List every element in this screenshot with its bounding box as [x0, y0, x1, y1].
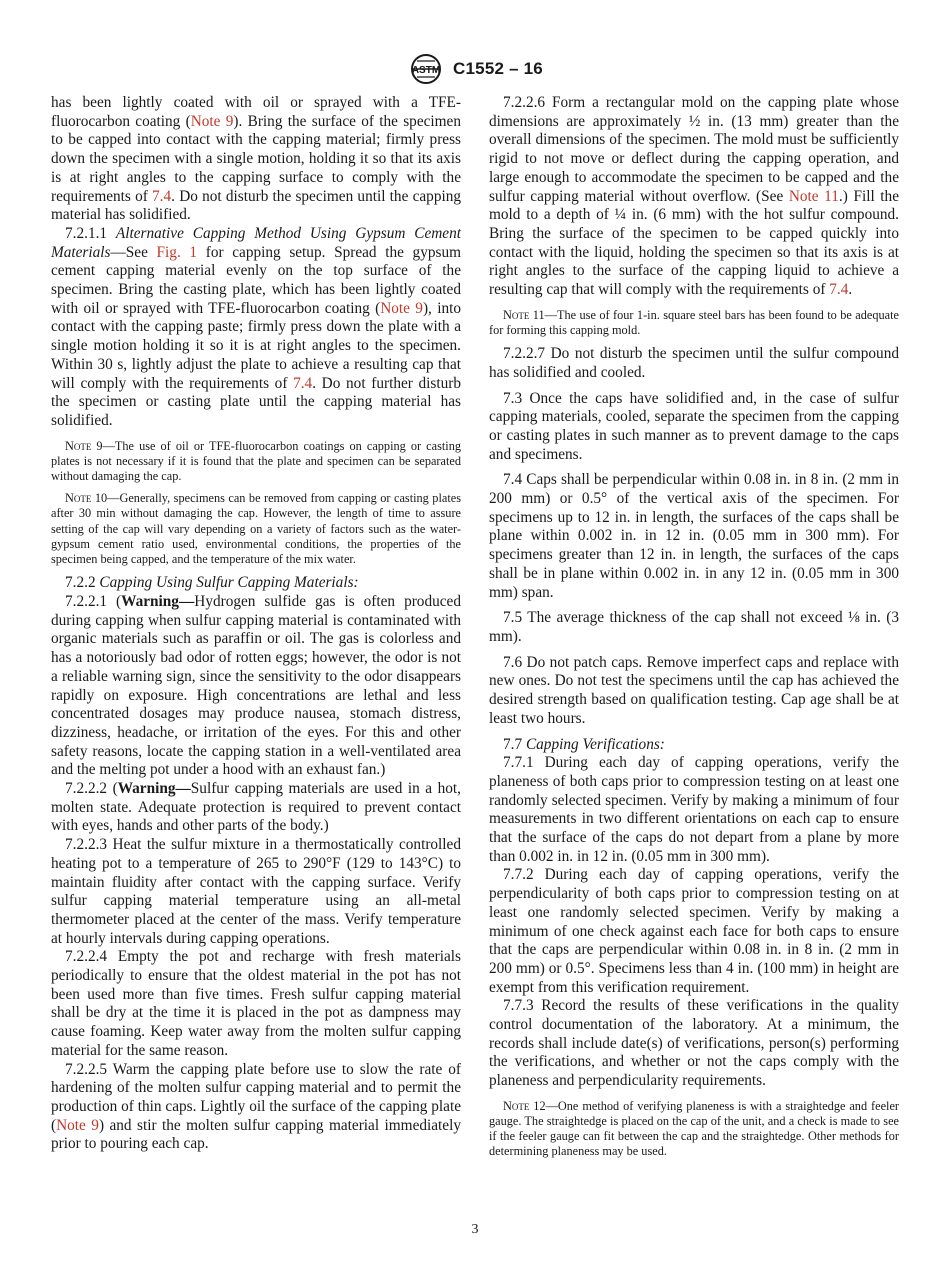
note-12: Note 12—One method of verifying planeness is with a straightedge and feeler gauge. The straightedge is placed on the cap of the unit, and a check is made to see if the feeler gauge can fit between the cap and the straightedge. Other methods for determining planeness may be used. [489, 1098, 900, 1159]
paragraph-7-2-2-7: 7.2.2.7 Do not disturb the specimen until the sulfur compound has solidified and cooled. [489, 345, 899, 381]
left-column [51, 94, 461, 1154]
section-7-4-link[interactable]: 7.4 [829, 281, 849, 299]
paragraph-7-7-3: 7.7.3 Record the results of these verifications in the quality control documentation of the laboratory. At a minimum, the records shall include date(s) of verifications, person(s) performing the verifications, and whether or not the caps comply with the planeness and perpendicularity requirements. [489, 997, 899, 1090]
note-10: Note 10—Generally, specimens can be removed from capping or casting plates after 30 min without damaging the cap. However, the length of time to assure setting of the cap will vary depending on a variety of factors such as the water-gypsum cement ratio used, environmental conditions, the properties of the specimen being capped, and the temperature of the mix water. [51, 491, 461, 567]
note-11-link[interactable]: Note 11 [788, 187, 839, 205]
note-9-link[interactable]: Note 9 [380, 299, 423, 317]
paragraph-7-7-2: 7.7.2 During each day of capping operations, verify the perpendicularity of both caps prior to compression testing on at least one randomly selected specimen. Verify by making a minimum of one check against each face for both caps to ensure that the caps are perpendicular within 0.08 in. in 8 in. (2 mm in 200 mm) or 0.5°. Specimens less than 4 in. (100 mm) in height are exempt from this verification requirement. [489, 866, 899, 996]
page-number: 3 [471, 1222, 479, 1237]
astm-logo-icon [407, 53, 445, 85]
paragraph-7-5: 7.5 The average thickness of the cap shall not exceed ⅛ in. (3 mm). [489, 609, 899, 645]
paragraph-7-2-2-3: 7.2.2.3 Heat the sulfur mixture in a thermostatically controlled heating pot to a temperature of 265 to 290°F (129 to 143°C) to maintain fluidity after contact with the capping surface. Verify sulfur capping material temperature using an all-metal thermometer placed at the center of the mass. Verify temperature at hourly intervals during capping operations. [51, 836, 461, 947]
page-header [0, 52, 950, 86]
note-9-link[interactable]: Note 9 [190, 112, 234, 130]
paragraph-continuation: has been lightly coated with oil or sprayed with a TFE-fluorocarbon coating (Note 9). Bring the surface of the specimen to be capped into contact with the capping material; firmly press down the specimen with a single motion, holding it so that its axis is at right angles to the capping surface to comply with the requirements of 7.4. Do not disturb the specimen until the capping material has solidified. [51, 94, 462, 224]
paragraph-7-3: 7.3 Once the caps have solidified and, in the case of sulfur capping materials, cooled, separate the specimen from the capping or casting plates in such manner as to prevent damage to the caps and specimens. [489, 389, 899, 463]
paragraph-7-2-2-1: 7.2.2.1 (Warning—Hydrogen sulfide gas is often produced during capping when sulfur capping material is contaminated with organic materials such as paraffin or oil. The gas is colorless and has a notoriously bad odor of rotten eggs; however, the odor is not a reliable warning sign, since the sensitivity to the odor disappears rapidly on exposure. High concentrations are lethal and less concentrated dosages may produce nausea, stomach distress, dizziness, headache, or irritation of the eyes. For this and other safety reasons, locate the capping station in a well-ventilated area and the melting pot under a hood with an exhaust fan.) [51, 592, 461, 779]
note-9-link[interactable]: Note 9 [56, 1116, 99, 1134]
note-9: Note 9—The use of oil or TFE-fluorocarbon coatings on capping or casting plates is not necessary if it is found that the plate and specimen can be separated without damaging the cap. [51, 438, 461, 484]
section-7-4-link[interactable]: 7.4 [293, 374, 313, 392]
svg-text:ASTM: ASTM [411, 65, 441, 76]
paragraph-7-2-2-4: 7.2.2.4 Empty the pot and recharge with fresh materials periodically to ensure that the oldest material in the pot has not been used more than five times. Fresh sulfur capping material shall be dry at the time it is placed in the pot as dampness may cause foaming. Keep water away from the molten sulfur capping material for the same reason. [51, 948, 461, 1059]
fig-1-link[interactable]: Fig. 1 [156, 243, 198, 261]
paragraph-7-2-2-2: 7.2.2.2 (Warning—Sulfur capping materials are used in a hot, molten state. Adequate protection is required to prevent contact with eyes, hands and other parts of the body.) [51, 780, 461, 835]
paragraph-7-2-2-6: 7.2.2.6 Form a rectangular mold on the capping plate whose dimensions are approximately ½ in. (13 mm) greater than the overall dimensions of the specimen. The mold must be sufficiently rigid to not move or deflect during the capping operation, and large enough to accommodate the specimen to be capped and the sulfur capping material without overflow. (See Note 11.) Fill the mold to a depth of ¼ in. (6 mm) with the hot sulfur compound. Bring the surface of the specimen to be capped quickly into contact with the liquid, holding the specimen so that its axis is at right angles to the surface of the capping liquid to achieve a resulting cap that will comply with the requirements of 7.4. [489, 94, 899, 299]
paragraph-7-7: 7.7 Capping Verifications: [503, 735, 665, 753]
paragraph-7-2-2: 7.2.2 Capping Using Sulfur Capping Materials: [65, 574, 359, 592]
paragraph-7-2-1-1: 7.2.1.1 Alternative Capping Method Using Gypsum Cement Materials—See Fig. 1 for capping setup. Spread the gypsum cement capping material evenly on the top surface of the specimen. Bring the casting plate, which has been lightly coated with oil or sprayed with TFE-fluorocarbon coating (Note 9), into contact with the capping paste; firmly press down the plate with a single motion holding it so it is at right angles to the specimen. Within 30 s, lightly adjust the plate to achieve a resulting cap that will comply with the requirements of 7.4. Do not further disturb the specimen or casting plate until the capping material has solidified. [51, 224, 462, 429]
right-column [489, 94, 899, 1167]
paragraph-7-6: 7.6 Do not patch caps. Remove imperfect caps and replace with new ones. Do not test the specimens until the cap has achieved the desired strength based on qualification testing. Cap age shall be at least two hours. [489, 653, 899, 727]
paragraph-7-2-2-5: 7.2.2.5 Warm the capping plate before use to slow the rate of hardening of the molten sulfur capping material and to permit the production of thin caps. Lightly oil the surface of the capping plate (Note 9) and stir the molten sulfur capping material immediately prior to pouring each cap. [51, 1060, 461, 1153]
note-11: Note 11—The use of four 1-in. square steel bars has been found to be adequate for forming this capping mold. [489, 307, 899, 337]
paragraph-7-4: 7.4 Caps shall be perpendicular within 0.08 in. in 8 in. (2 mm in 200 mm) or 0.5° of the vertical axis of the specimen. For specimens up to 12 in. in length, the surfaces of the caps shall be plane within 0.002 in. in 12 in. (0.05 mm in 300 mm). For specimens greater than 12 in. in length, the surfaces of the caps shall be in plane within 0.002 in. in any 12 in. (0.05 mm in 300 mm) span. [489, 471, 899, 601]
section-7-4-link[interactable]: 7.4 [152, 187, 172, 205]
document-designation: C1552 – 16 [453, 59, 543, 78]
paragraph-7-7-1: 7.7.1 During each day of capping operations, verify the planeness of both caps prior to compression testing on at least one randomly selected specimen. Verify by making a minimum of four measurements in two different orientations on each cap to ensure that the surface of the caps do not depart from a plane by more than 0.002 in. in 12 in. (0.05 mm in 300 mm). [489, 754, 899, 865]
